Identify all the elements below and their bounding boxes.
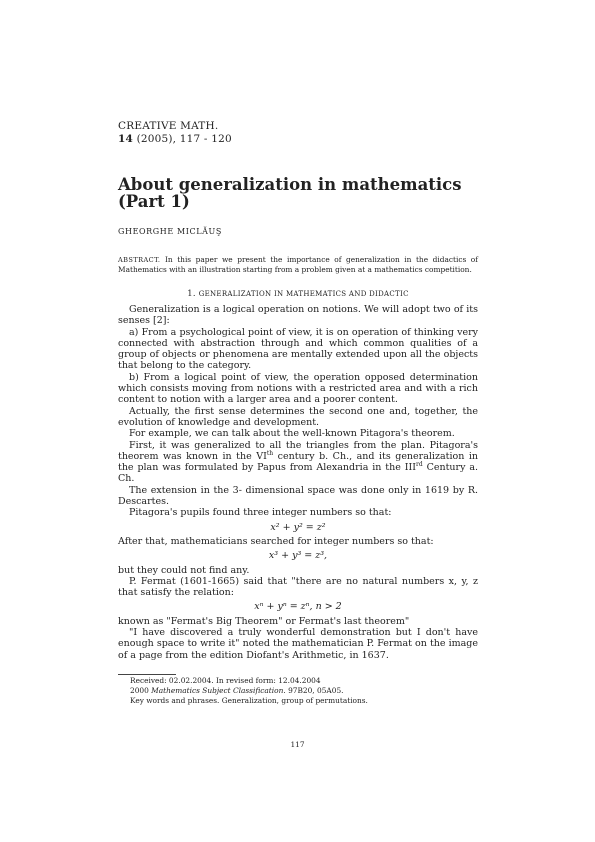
msc-year: 2000 (130, 686, 149, 695)
footnote-rule (118, 674, 176, 675)
paper-title (118, 176, 462, 210)
title-line-2: (Part 1) (118, 192, 190, 211)
paragraph: b) From a logical point of view, the operation opposed determination which consists moving from notions with a restricted area and with a rich content to notion with a larger area and a poorer content. (118, 371, 478, 406)
section-number: 1. (187, 288, 196, 298)
paragraph: known as "Fermat's Big Theorem" or Fermat's last theorem" (118, 615, 410, 627)
superscript: th (266, 449, 274, 457)
footnotes (130, 676, 478, 706)
journal-header (118, 120, 232, 145)
paragraph-part: Century a. Ch. (118, 462, 479, 485)
paragraph: Generalization is a logical operation on notions. We will adopt two of its senses [2]: (118, 304, 478, 327)
section-title-text: GENERALIZATION IN MATHEMATICS AND DIDACTIC (198, 290, 409, 298)
paragraph: For example, we can talk about the well-known Pitagora's theorem. (129, 428, 455, 440)
paragraph: Pitagora's pupils found three integer numbers so that: (129, 507, 392, 519)
abstract-text: In this paper we present the importance of generalization in the didactics of Mathematics with an illustration starting from a problem given at a mathematics competition. (118, 255, 478, 274)
paragraph: a) From a psychological point of view, it is on operation of thinking very connected with abstraction through and which common qualities of a group of objects or phenomena are mentally extended upon all the objects that belong to the category. (118, 326, 478, 372)
footnote-keywords: Key words and phrases. Generalization, group of permutations. (130, 696, 368, 705)
abstract-label: ABSTRACT. (118, 256, 161, 264)
page-number: 117 (290, 740, 305, 749)
paragraph: but they could not find any. (118, 564, 250, 576)
title-line-1: About generalization in mathematics (118, 175, 462, 194)
superscript: rd (415, 461, 423, 469)
paragraph-part: century b. Ch., and its generalization in the plan was formulated by Papus from Alexandria in the III (118, 450, 478, 474)
paragraph (118, 440, 478, 485)
paragraph: The extension in the 3- dimensional space was done only in 1619 by R. Descartes. (118, 484, 478, 508)
equation-3: xⁿ + yⁿ = zⁿ, n > 2 (254, 601, 342, 613)
msc-label: Mathematics Subject Classification. (151, 686, 286, 695)
journal-year-pages: (2005), 117 - 120 (136, 132, 232, 145)
journal-volume: 14 (118, 132, 134, 145)
equation-1: x² + y² = z² (270, 521, 326, 533)
paragraph: After that, mathematicians searched for integer numbers so that: (118, 535, 434, 547)
footnote-msc (130, 686, 478, 696)
body-text (118, 304, 478, 661)
journal-name: CREATIVE MATH. (118, 120, 219, 132)
abstract (118, 255, 478, 275)
equation-2: x³ + y³ = z³, (268, 550, 328, 562)
footnote-received: Received: 02.02.2004. In revised form: 12.04.2004 (130, 676, 321, 685)
author-name: GHEORGHE MICLĂUŞ (118, 227, 222, 236)
msc-codes: 97B20, 05A05. (288, 686, 344, 695)
paragraph: P. Fermat (1601-1665) said that "there are no natural numbers x, y, z that satisfy the relation: (118, 575, 478, 599)
paragraph: Actually, the first sense determines the second one and, together, the evolution of knowledge and development. (118, 405, 478, 428)
section-heading (118, 288, 478, 298)
journal-volume-line (118, 133, 232, 146)
paragraph: "I have discovered a truly wonderful demonstration but I don't have enough space to write it" noted the mathematician P. Fermat on the image of a page from the edition Diofant's Arithmetic, in 1637. (118, 627, 478, 661)
paragraph-part: First, it was generalized to all the triangles from the plan. Pitagora's theorem was known in the VI (118, 439, 478, 462)
